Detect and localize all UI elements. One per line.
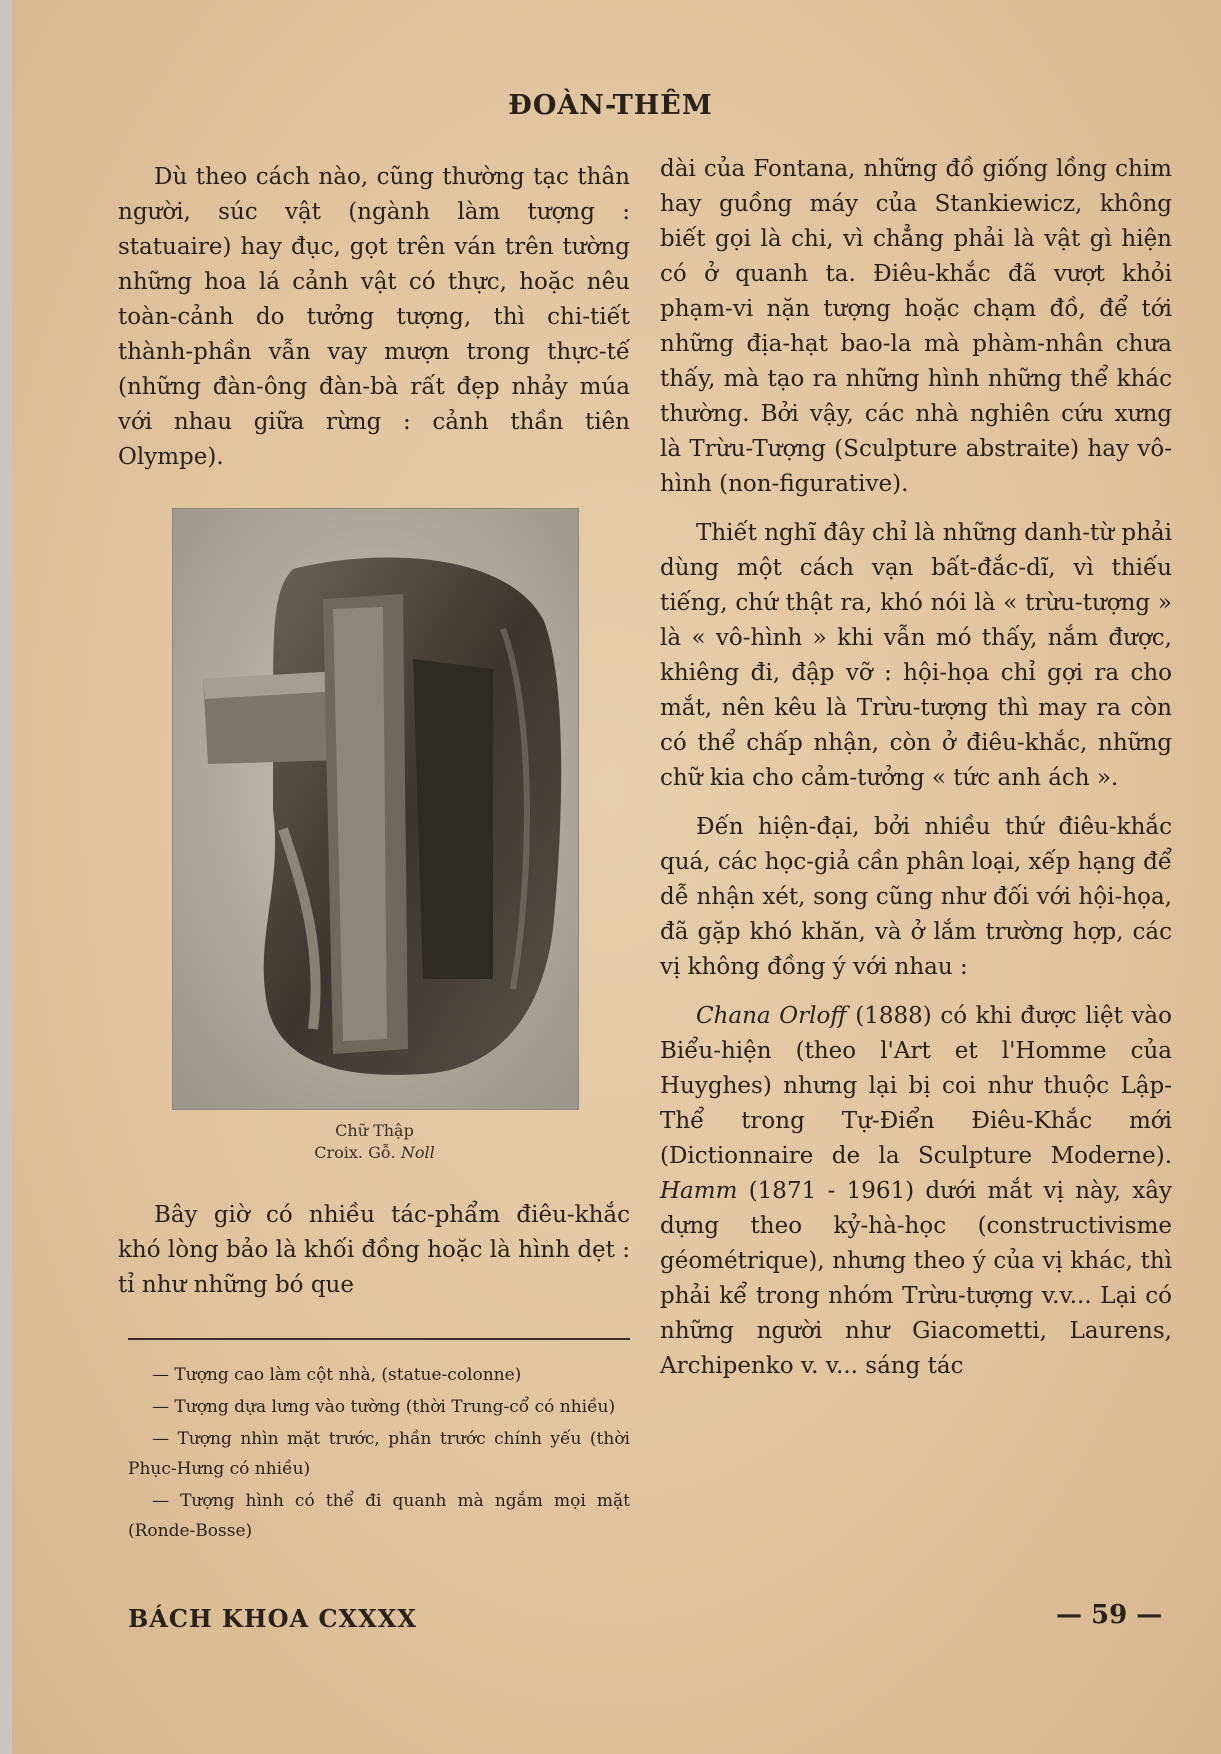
caption-title: Chữ Thập	[335, 1121, 414, 1140]
paragraph-text: (1871 - 1961) dưới mắt vị này, xây dựng theo kỷ-hà-học (constructivisme géométrique), nhưng theo ý của vị khác, thì phải kể trong nhóm Trừu-tượng v.v... Lại có những người như Giacometti, Laurens, Archipenko v. v... sáng tác	[660, 1178, 1172, 1379]
paragraph-text: (1888) có khi được liệt vào Biểu-hiện (theo l'Art et l'Homme của Huyghes) nhưng lại bị coi như thuộc Lập-Thể trong Tự-Điển Điêu-Khắc mới (Dictionnaire de la Sculpture Moderne).	[660, 1003, 1172, 1169]
paragraph: Dù theo cách nào, cũng thường tạc thân người, súc vật (ngành làm tượng : statuaire) hay đục, gọt trên ván trên tường những hoa lá cảnh vật có thực, hoặc nêu toàn-cảnh do tưởng tượng, thì chi-tiết thành-phần vẫn vay mượn trong thực-tế (những đàn-ông đàn-bà rất đẹp nhảy múa với nhau giữa rừng : cảnh thần tiên Olympe).	[118, 164, 630, 470]
footnote: — Tượng dựa lưng vào tường (thời Trung-cổ có nhiều)	[152, 1397, 616, 1417]
footnote: — Tượng hình có thể đi quanh mà ngắm mọi mặt (Ronde-Bosse)	[128, 1491, 630, 1541]
left-column-bottom	[118, 1198, 630, 1303]
footnote: — Tượng nhìn mặt trước, phần trước chính yếu (thời Phục-Hưng có nhiều)	[128, 1429, 630, 1479]
running-head: ĐOÀN-THÊM	[508, 90, 713, 121]
caption-material: Croix. Gỗ.	[314, 1143, 396, 1162]
caption-author: Noll	[400, 1143, 435, 1162]
artist-name: Hamm	[660, 1178, 738, 1204]
paragraph: Bây giờ có nhiều tác-phẩm điêu-khắc khó lòng bảo là khối đồng hoặc là hình dẹt : tỉ như những bó que	[118, 1202, 630, 1298]
footnote: — Tượng cao làm cột nhà, (statue-colonne)	[152, 1365, 522, 1385]
left-column-top	[118, 160, 630, 475]
caption-detail	[172, 1142, 577, 1164]
footnotes	[128, 1360, 630, 1548]
paragraph: dài của Fontana, những đồ giống lồng chim hay guồng máy của Stankiewicz, không biết gọi là chi, vì chẳng phải là vật gì hiện có ở quanh ta. Điêu-khắc đã vượt khỏi phạm-vi nặn tượng hoặc chạm đồ, để tới những địa-hạt bao-la mà phàm-nhân chưa thấy, mà tạo ra những hình những thể khác thường. Bởi vậy, các nhà nghiên cứu xưng là Trừu-Tượng (Sculpture abstraite) hay vô-hình (non-figurative).	[660, 156, 1172, 497]
paragraph: Thiết nghĩ đây chỉ là những danh-từ phải dùng một cách vạn bất-đắc-dĩ, vì thiếu tiếng, chứ thật ra, khó nói là « trừu-tượng » là « vô-hình » khi vẫn mó thấy, nắm được, khiêng đi, đập vỡ : hội-họa chỉ gợi ra cho mắt, nên kêu là Trừu-tượng thì may ra còn có thể chấp nhận, còn ở điêu-khắc, những chữ kia cho cảm-tưởng « tức anh ách ».	[660, 520, 1172, 791]
paragraph: Đến hiện-đại, bởi nhiều thứ điêu-khắc quá, các học-giả cần phân loại, xếp hạng để dễ nhận xét, song cũng như đối với hội-họa, đã gặp khó khăn, và ở lắm trường hợp, các vị không đồng ý với nhau :	[660, 814, 1172, 980]
sculpture-illustration	[173, 509, 578, 1109]
artist-name: Chana Orloff	[696, 1003, 847, 1029]
right-column	[660, 152, 1172, 1384]
figure-caption	[172, 1120, 577, 1164]
page-number: — 59 —	[1056, 1600, 1163, 1630]
journal-title: BÁCH KHOA CXXXX	[128, 1604, 418, 1633]
sculpture-photo	[172, 508, 579, 1110]
scan-edge	[0, 0, 12, 1754]
paragraph	[660, 999, 1172, 1384]
footnote-divider	[128, 1338, 630, 1340]
